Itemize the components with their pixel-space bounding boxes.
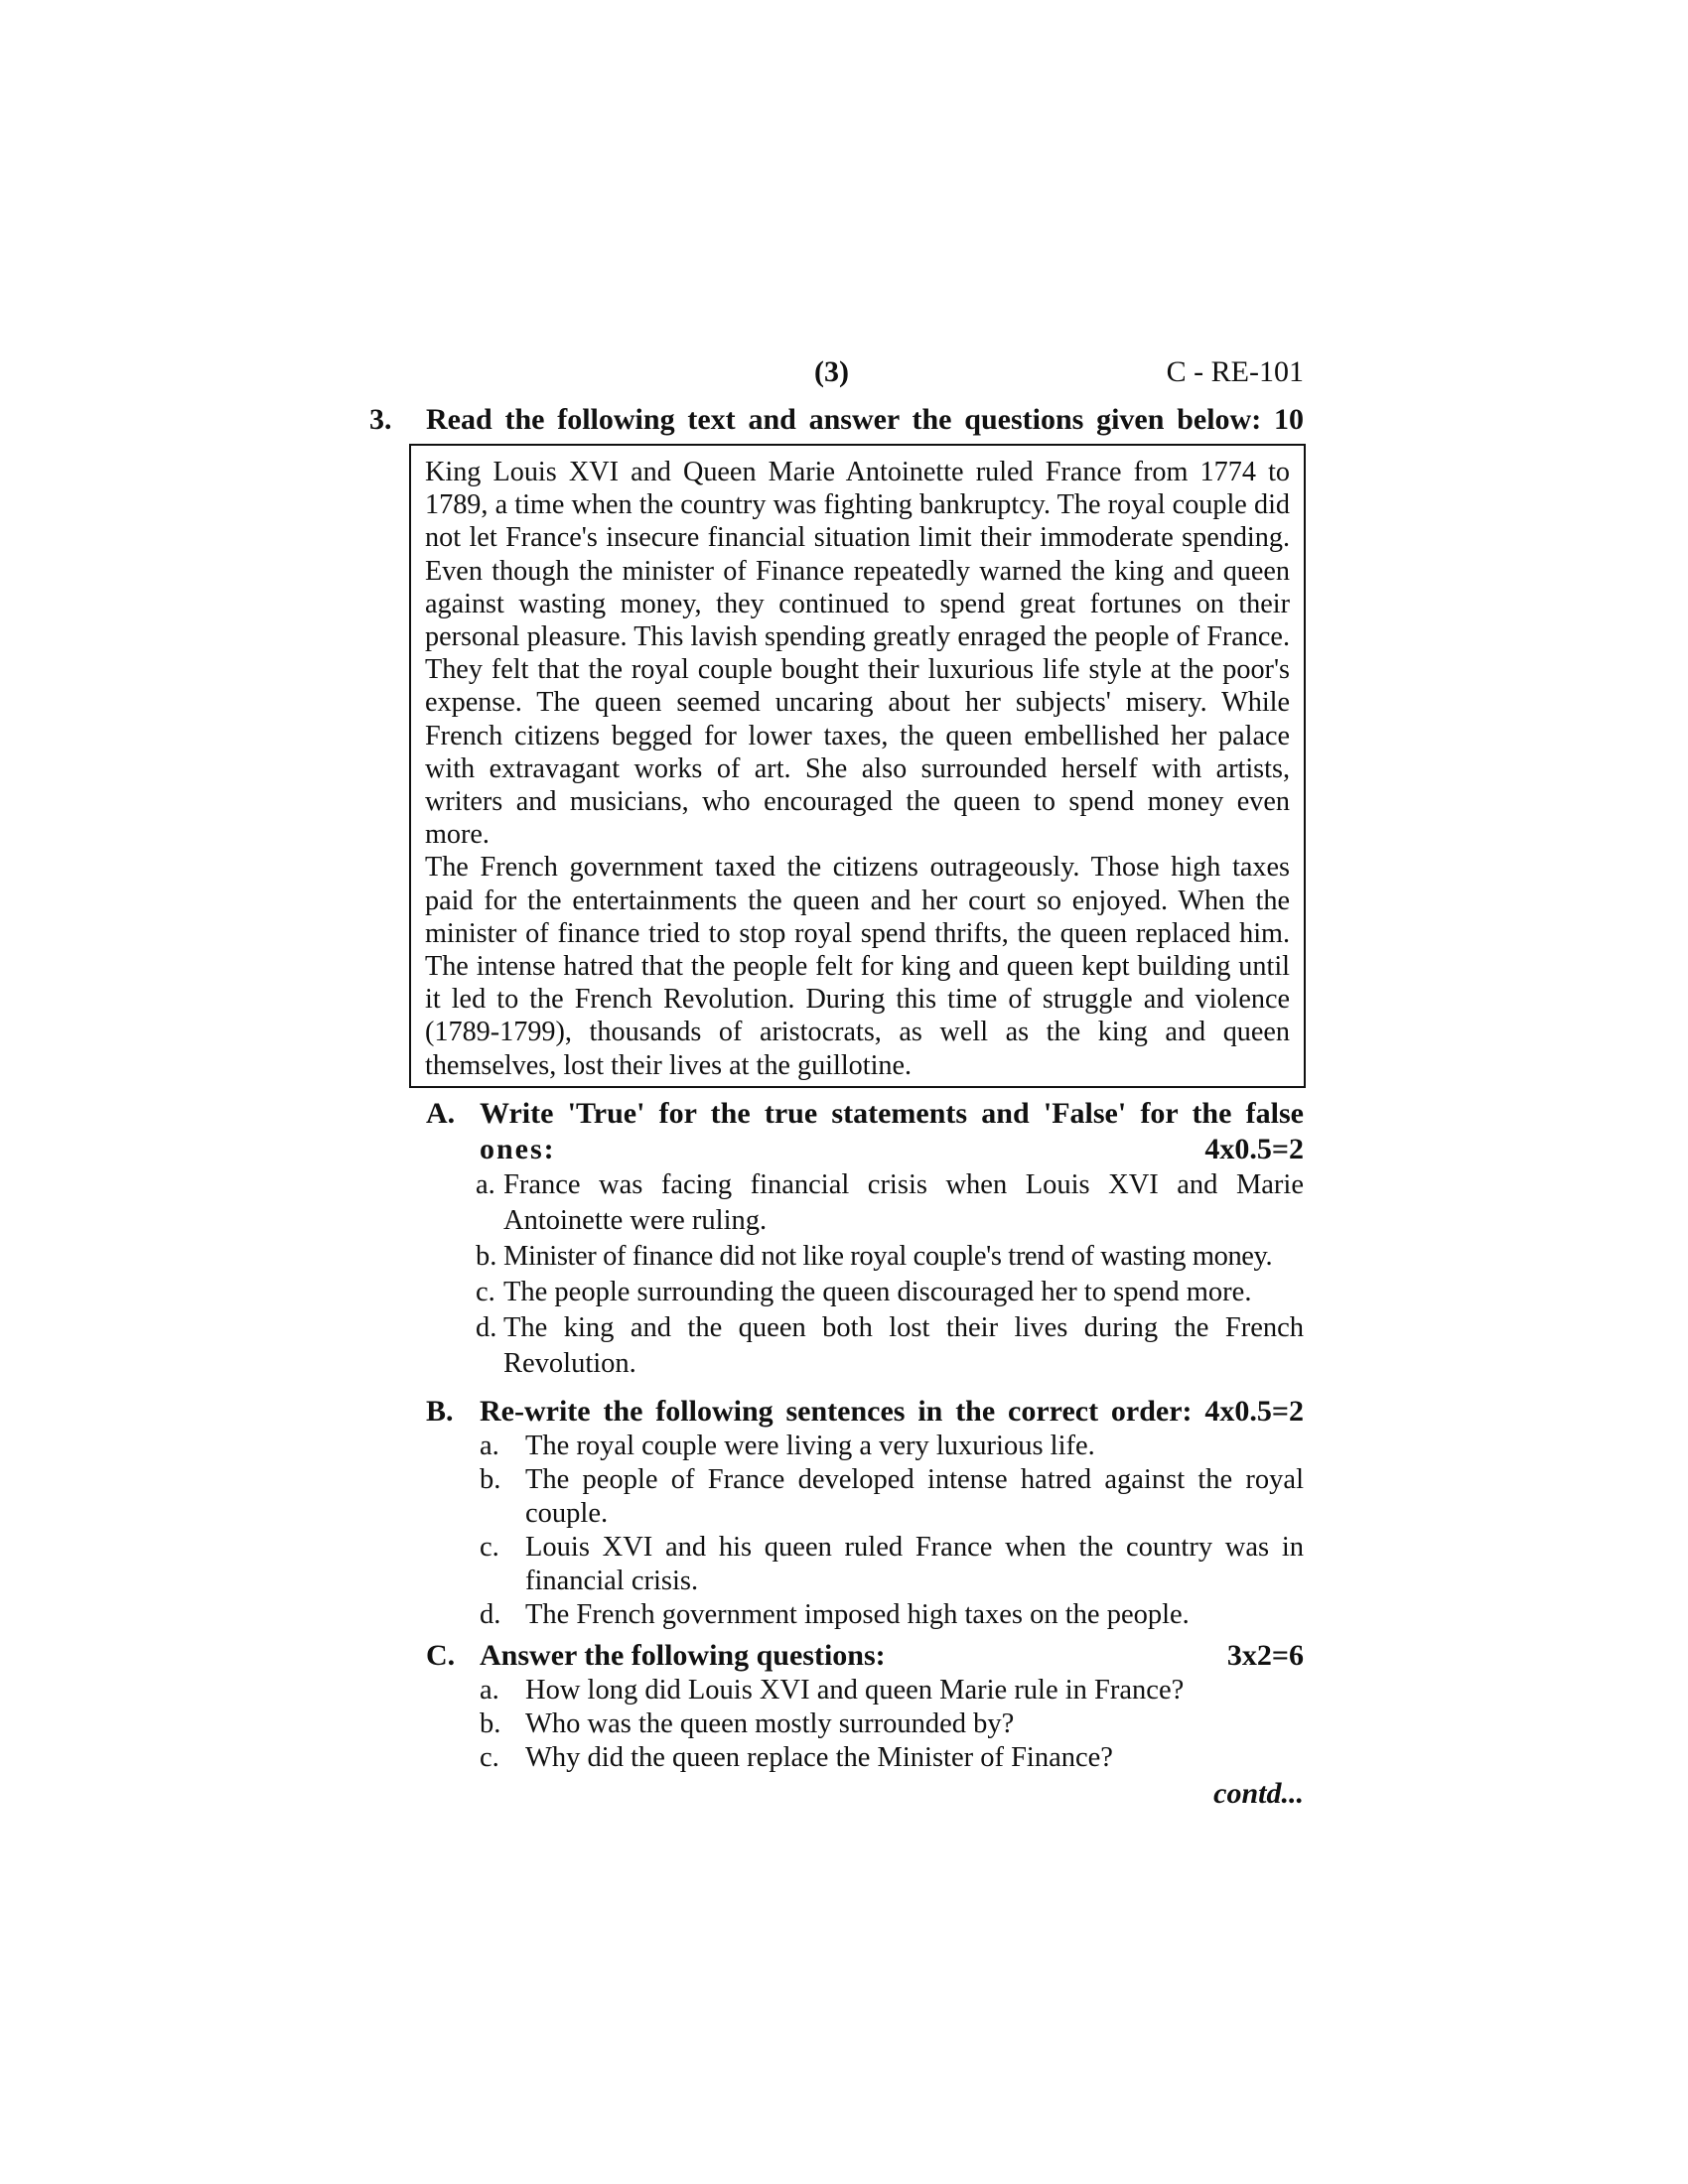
paper-code: C - RE-101 xyxy=(1166,355,1304,388)
section-a-letter: A. xyxy=(426,1097,456,1130)
passage-paragraph-1: King Louis XVI and Queen Marie Antoinette ruled France from 1774 to 1789, a time when the country was fighting bankruptcy. The royal couple did not let France's insecure financial situation limit their immoderate spending. Even though the minister of Finance repeatedly warned the king and queen against wasting money, they continued to spend great fortunes on their personal pleasure. This lavish spending greatly enraged the people of France. They felt that the royal couple bought their luxurious life style at the poor's expense. The queen seemed uncaring about her subjects' misery. While French citizens begged for lower taxes, the queen embellished her palace with extravagant works of art. She also surrounded herself with artists, writers and musicians, who encouraged the queen to spend money even more. xyxy=(425,457,1290,851)
section-b-item-b: b. The people of France developed intense hatred against the royal couple. xyxy=(480,1464,1304,1529)
section-b-item-c: c. Louis XVI and his queen ruled France when the country was in financial crisis. xyxy=(480,1532,1304,1596)
section-a-heading-line1: Write 'True' for the true statements and 'False' for the false xyxy=(480,1097,1304,1130)
section-c-letter: C. xyxy=(426,1639,456,1672)
section-b-item-a: a. The royal couple were living a very luxurious life. xyxy=(480,1431,1095,1461)
section-b-letter: B. xyxy=(426,1395,454,1428)
section-b-items xyxy=(426,1430,1304,1632)
section-a-item-a: a. France was facing financial crisis when Louis XVI and Marie Antoinette were ruling. xyxy=(476,1169,1304,1236)
question-title: Read the following text and answer the questions given below: 10 xyxy=(426,403,1304,436)
section-a-item-b: b. Minister of finance did not like royal couple's trend of wasting money. xyxy=(476,1241,1273,1272)
section-a-item-c: c. The people surrounding the queen discouraged her to spend more. xyxy=(476,1277,1252,1307)
section-c-item-b: b. Who was the queen mostly surrounded by? xyxy=(480,1708,1015,1739)
reading-passage-box xyxy=(409,444,1306,1088)
section-c-heading xyxy=(426,1638,1304,1674)
section-c xyxy=(426,1638,1304,1775)
section-b xyxy=(426,1394,1304,1632)
section-a-items xyxy=(426,1167,1304,1382)
continued-note: contd... xyxy=(1213,1777,1304,1810)
section-a-heading-line2: ones: xyxy=(480,1133,556,1165)
section-c-marks: 3x2=6 xyxy=(1226,1639,1304,1672)
section-b-item-d: d. The French government imposed high taxes on the people. xyxy=(480,1599,1190,1630)
section-b-heading-text: Re-write the following sentences in the correct order: 4x0.5=2 xyxy=(480,1395,1304,1428)
section-c-items xyxy=(426,1674,1304,1775)
section-c-item-a: a. How long did Louis XVI and queen Marie rule in France? xyxy=(480,1675,1185,1706)
page-number: (3) xyxy=(814,355,849,388)
section-a-heading-line2-row xyxy=(480,1132,1304,1167)
section-a-marks: 4x0.5=2 xyxy=(1204,1133,1304,1165)
question-number: 3. xyxy=(369,403,392,436)
section-a xyxy=(426,1096,1304,1382)
section-c-heading-text: Answer the following questions: xyxy=(480,1639,886,1672)
section-b-heading xyxy=(426,1394,1304,1430)
passage-paragraph-2: The French government taxed the citizens outrageously. Those high taxes paid for the entertainments the queen and her court so enjoyed. When the minister of finance tried to stop royal spend thrifts, the queen replaced him. The intense hatred that the people felt for king and queen kept building until it led to the French Revolution. During this time of struggle and violence (1789-1799), thousands of aristocrats, as well as the king and queen themselves, lost their lives at the guillotine. xyxy=(425,852,1290,1081)
section-a-item-d: d. The king and the queen both lost their lives during the French Revolution. xyxy=(476,1312,1304,1379)
section-c-item-c: c. Why did the queen replace the Minister of Finance? xyxy=(480,1742,1113,1773)
section-a-heading xyxy=(426,1096,1304,1167)
